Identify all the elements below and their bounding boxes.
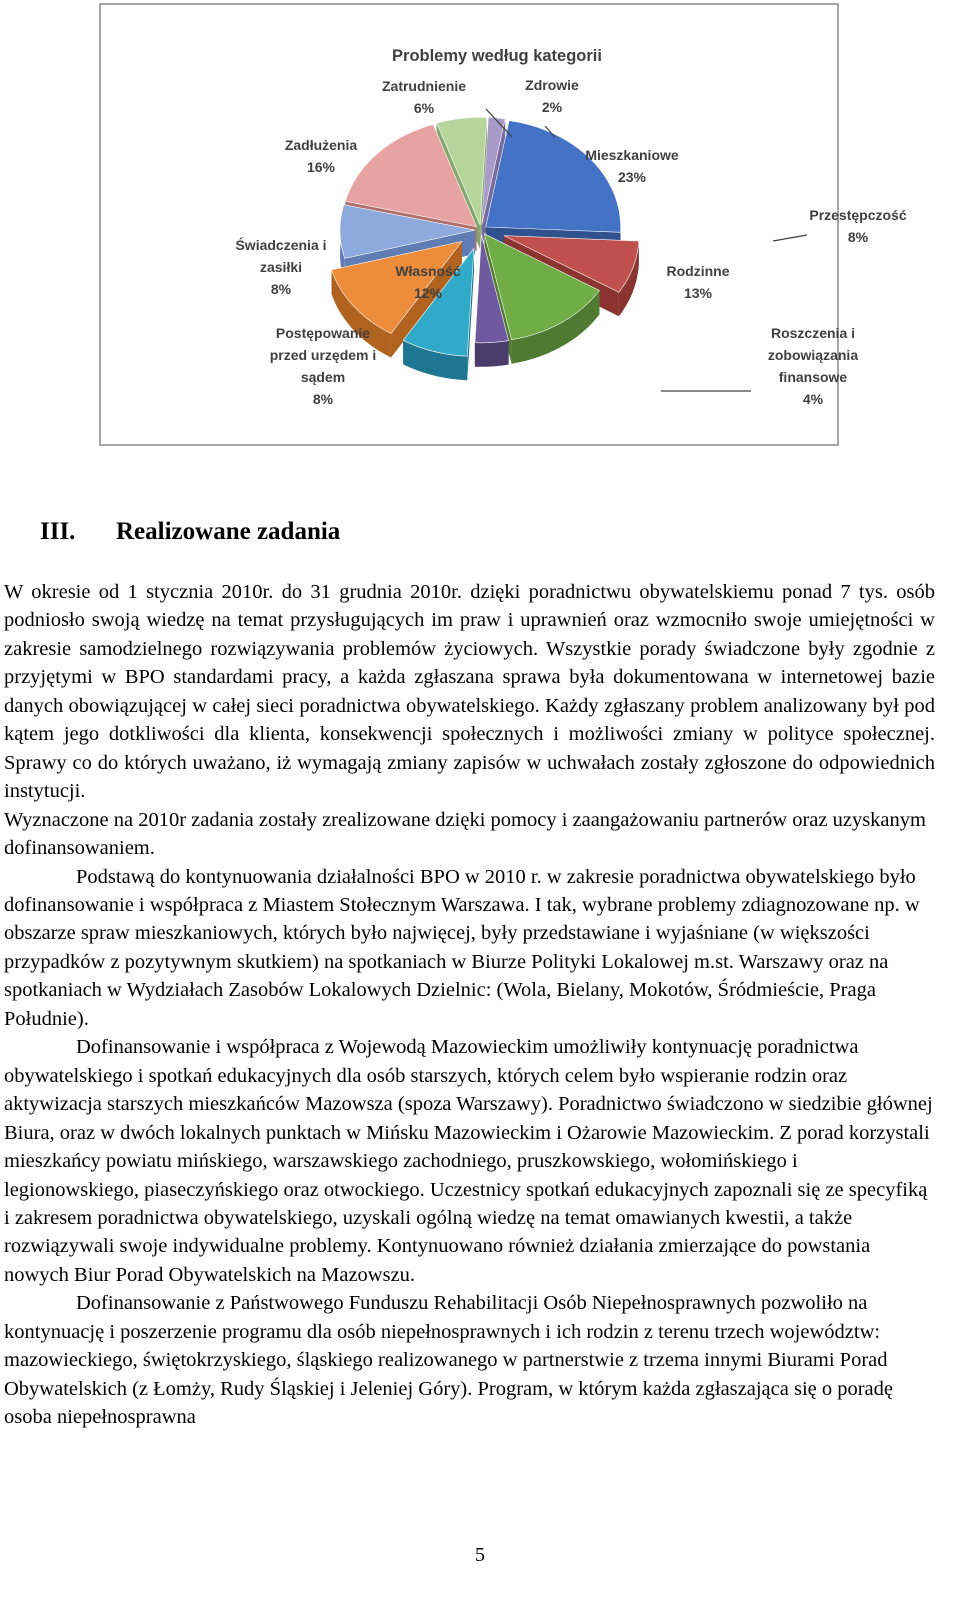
slice-label: Świadczenia i zasiłki 8% [235,237,327,297]
slice-label: Rodzinne 13% [666,263,730,301]
paragraph-2: Wyznaczone na 2010r zadania zostały zrealizowane dzięki pomocy i zaangażowaniu partnerów oraz uzyskanym dofinansowaniem. [4,808,926,860]
leader-line [773,235,807,241]
paragraph-1: W okresie od 1 stycznia 2010r. do 31 grudnia 2010r. dzięki poradnictwu obywatelskiemu ponad 7 tys. osób podniosło swoją wiedzę na temat przysługujących im praw i uprawnień oraz wzmocniło swoje umiejętności w zakresie samodzielnego rozwiązywania problemów życiowych. Wszystkie porady świadczone były zgodnie z przyjętymi w BPO standardami pracy, a każda zgłaszana sprawa była dokumentowana w internetowej bazie danych obowiązującej w całej sieci poradnictwa obywatelskiego. Każdy zgłaszany problem analizowany był pod kątem jego dotkliwości dla klienta, konsekwencji społecznych i możliwości zmiany w polityce społecznej. Sprawy co do których uważano, iż wymagają zmiany zapisów w uchwałach zostały zgłoszone do odpowiednich instytucji. [4,581,935,803]
slice-label: Zdrowie 2% [525,77,579,115]
pie-slice-top [486,121,621,233]
slice-label: Roszczenia i zobowiązania finansowe 4% [767,325,859,407]
section-heading [40,518,340,546]
body-text [4,578,935,1432]
paragraph-4: Dofinansowanie i współpraca z Wojewodą Mazowieckim umożliwiły kontynuację poradnictwa obywatelskiego i spotkań edukacyjnych dla osób starszych, których celem było wspieranie rodzin oraz aktywizacja starszych mieszkańców Mazowsza (spoza Warszawy). Poradnictwo świadczono w siedzibie głównej Biura, oraz w dwóch lokalnych punktach w Mińsku Mazowieckim i Ożarowie Mazowieckim. Z porad korzystali mieszkańcy powiatu mińskiego, warszawskiego zachodniego, pruszkowskiego, wołomińskiego i legionowskiego, piaseczyńskiego oraz otwockiego. Uczestnicy spotkań edukacyjnych zapoznali się ze specyfiką i zakresem poradnictwa obywatelskiego, uzyskali ogólną wiedzę na temat omawianych kwestii, a także rozwiązywali swoje indywidualne problemy. Kontynuowano również działania zmierzające do powstania nowych Biur Porad Obywatelskich na Mazowszu. [4,1036,933,1286]
paragraph-5: Dofinansowanie z Państwowego Funduszu Rehabilitacji Osób Niepełnosprawnych pozwoliło na kontynuację i poszerzenie programu dla osób niepełnosprawnych i ich rodzin z terenu trzech województw: mazowieckiego, świętokrzyskiego, śląskiego realizowanego w partnerstwie z trzema innymi Biurami Porad Obywatelskich (z Łomży, Rudy Śląskiej i Jeleniej Góry). Program, w którym każda zgłaszająca się o poradę osoba niepełnosprawna [4,1292,894,1429]
page-number: 5 [475,1544,485,1566]
slice-label: Zadłużenia 16% [284,137,358,175]
slice-label: Mieszkaniowe 23% [585,147,679,185]
slice-label: Przestępczość 8% [809,207,907,245]
section-number: III. [40,518,76,545]
chart-title: Problemy według kategorii [392,47,602,65]
pie-chart [99,3,907,446]
slice-label: Zatrudnienie 6% [381,78,467,116]
section-title: Realizowane zadania [116,518,341,545]
slice-label: Postępowanie przed urzędem i sądem 8% [269,325,377,407]
pie-chart-canvas [101,5,907,444]
slice-label: Własność 12% [395,263,461,301]
paragraph-3: Podstawą do kontynuowania działalności BPO w 2010 r. w zakresie poradnictwa obywatelskiego było dofinansowanie i współpraca z Miastem Stołecznym Warszawa. I tak, wybrane problemy zdiagnozowane np. w obszarze spraw mieszkaniowych, których było najwięcej, były przedstawiane i wyjaśniane (w większości przypadków z pozytywnym skutkiem) na spotkaniach w Biurze Polityki Lokalowej m.st. Warszawy oraz na spotkaniach w Wydziałach Zasobów Lokalowych Dzielnic: (Wola, Bielany, Mokotów, Śródmieście, Praga Południe). [4,865,920,1030]
